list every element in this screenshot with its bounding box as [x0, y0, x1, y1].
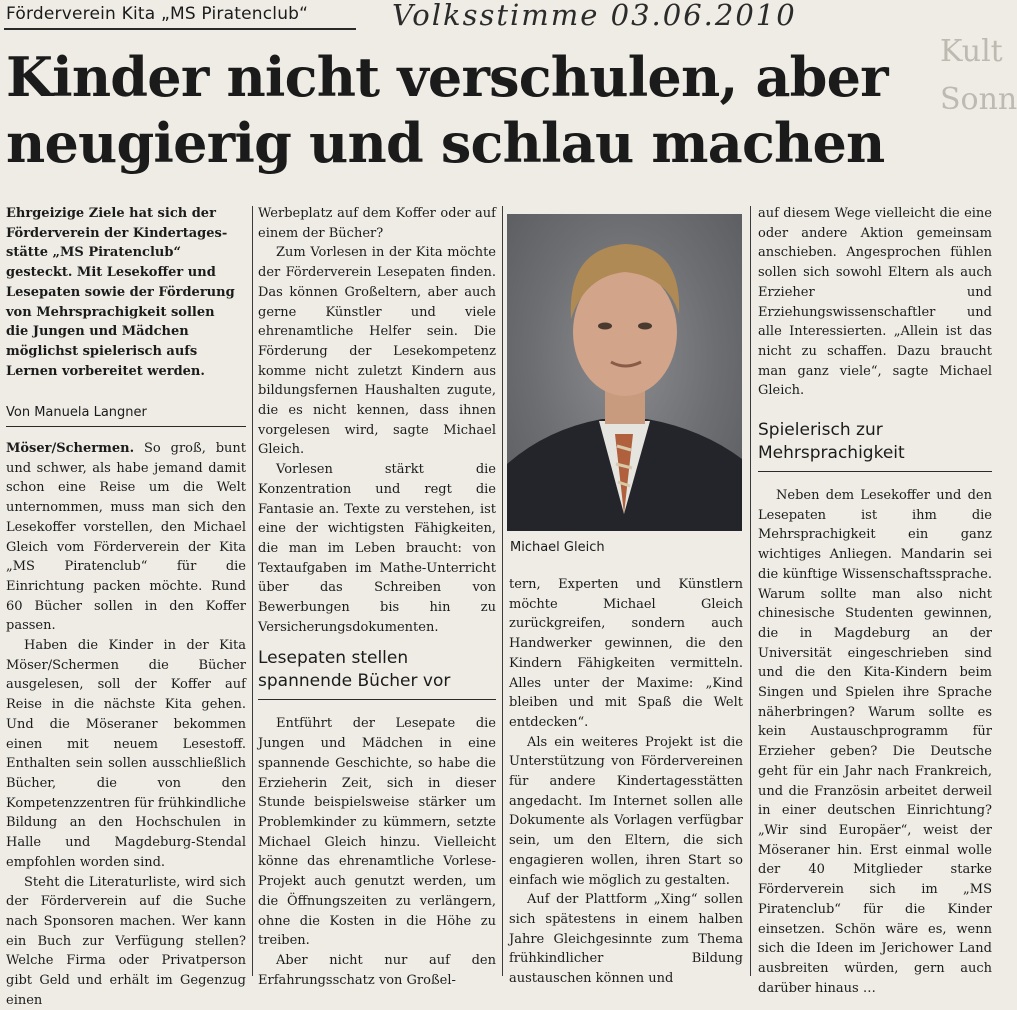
column-3	[509, 575, 743, 989]
paragraph: auf diesem Wege vielleicht die eine oder andere Aktion gemeinsam anschieben. Angesprochen fühlen sollen sich sowohl Eltern als auch Erzieher und Erziehungswissenschaftler und alle Interessierten. „Allein ist das nicht zu schaffen. Dazu braucht man ganz viele“, sagte Michael Gleich.	[758, 204, 992, 401]
subheading-lesepaten: Lesepaten stellen spannende Bücher vor	[258, 647, 496, 693]
headline-line-1: Kinder nicht verschulen, aber	[6, 44, 936, 110]
lead-line: möglichst spielerisch aufs	[6, 342, 246, 362]
subheading-mehrsprachigkeit: Spielerisch zur Mehrsprachigkeit	[758, 419, 992, 465]
column-divider	[750, 206, 751, 976]
column-2	[258, 204, 496, 990]
column-divider	[502, 206, 503, 976]
paragraph: Werbeplatz auf dem Koffer oder auf einem der Bücher?	[258, 204, 496, 243]
article-headline	[6, 44, 936, 176]
handwritten-source-note: Volksstimme 03.06.2010	[392, 0, 797, 32]
paragraph: Haben die Kinder in der Kita Möser/Schermen die Bücher ausgelesen, soll der Koffer auf Reise in die nächste Kita gehen. Und die Möseraner bekommen einen mit neuem Lesestoff. Enthalten sein sollen ausschließlich Bücher, die von den Kompetenzzentren für frühkindliche Bildung an den Hochschulen in Halle und Magdeburg-Stendal empfohlen worden sind.	[6, 636, 246, 872]
paragraph: Neben dem Lesekoffer und den Lesepaten ist ihm die Mehrsprachigkeit ein ganz wichtiges Anliegen. Mandarin sei die künftige Wissenschaftssprache. Warum sollte man also nicht chinesische Studenten gewinnen, die in Magdeburg an der Universität eingeschrieben sind und die den Kita-Kindern beim Singen und Spielen ihre Sprache näherbringen? Warum sollte es kein Austauschprogramm für Erzieher geben? Die Deutsche geht für ein Jahr nach Frankreich, und die Französin arbeitet derweil in einer deutschen Einrichtung? „Wir sind Europäer“, weist der Möseraner hin. Erst einmal wolle der 40 Mitglieder starke Förderverein sich im „MS Piratenclub“ für die Kinder einsetzen. Schön wäre es, wenn sich die Ideen im Jerichower Land ausbreiten würden, gern auch darüber hinaus …	[758, 486, 992, 998]
lead-line: die Jungen und Mädchen	[6, 322, 246, 342]
lead-line: Förderverein der Kindertages-	[6, 224, 246, 244]
paragraph: tern, Experten und Künstlern möchte Michael Gleich zurückgreifen, sondern auch Handwerker gewinnen, die den Kindern Fähigkeiten vermitteln. Alles unter der Maxime: „Kind bleiben und mit Spaß die Welt entdecken“.	[509, 575, 743, 733]
subheading-rule	[758, 471, 992, 472]
paragraph: Auf der Plattform „Xing“ sollen sich spätestens in einem halben Jahre Gleichgesinnte zum Thema frühkindlicher Bildung austauschen können und	[509, 890, 743, 989]
lead-line: Ehrgeizige Ziele hat sich der	[6, 204, 246, 224]
ghost-line-1: Kult	[940, 28, 1000, 76]
paragraph: Entführt der Lesepate die Jungen und Mädchen in eine spannende Geschichte, so habe die Erzieherin Zeit, sich in dieser Stunde beispielsweise stärker um Problemkinder zu kümmern, setzte Michael Gleich hinzu. Vielleicht könne das ehrenamtliche Vorlese-Projekt auch genutzt werden, um die Öffnungszeiten zu verlängern, ohne die Kosten in die Höhe zu treiben.	[258, 714, 496, 950]
byline-rule	[6, 426, 246, 427]
column-1	[6, 204, 246, 1010]
paragraph: Als ein weiteres Projekt ist die Unterstützung von Fördervereinen für andere Kindertagesstätten angedacht. Im Internet sollen alle Dokumente als Vorlagen verfügbar sein, um den Eltern, die sich engagieren wollen, ihren Start so einfach wie möglich zu gestalten.	[509, 733, 743, 891]
paragraph	[6, 439, 246, 636]
column-4	[758, 204, 992, 998]
ghost-line-2: Sonn	[940, 76, 1000, 124]
lead-line: Lesepaten sowie der Förderung	[6, 283, 246, 303]
kicker-underline	[4, 28, 356, 30]
article-lead	[6, 204, 246, 381]
paragraph: Aber nicht nur auf den Erfahrungsschatz von Großel-	[258, 951, 496, 990]
column-divider	[252, 206, 253, 976]
paragraph: Zum Vorlesen in der Kita möchte der Förderverein Lesepaten finden. Das können Großeltern, aber auch gerne Künstler und viele ehrenamtliche Helfer sein. Die Förderung der Lesekompetenz komme nicht zuletzt Kindern aus bildungsfernen Haushalten zugute, die es nicht kennen, dass ihnen vorgelesen wird, sagte Michael Gleich.	[258, 243, 496, 460]
portrait-photo	[507, 214, 742, 531]
dateline: Möser/Schermen.	[6, 441, 134, 456]
kicker-label: Förderverein Kita „MS Piratenclub“	[6, 4, 308, 24]
lead-line: stätte „MS Piratenclub“	[6, 243, 246, 263]
paragraph: Steht die Literaturliste, wird sich der Förderverein auf die Suche nach Sponsoren machen. Wer kann ein Buch zur Verfügung stellen? Welche Firma oder Privatperson gibt Geld und erhält im Gegenzug einen	[6, 873, 246, 1010]
paragraph-text: So groß, bunt und schwer, als habe jemand damit schon eine Reise um die Welt unternommen, muss man sich den Lesekoffer vorstellen, den Michael Gleich vom Förderverein der Kita „MS Piratenclub“ für die Einrichtung packen möchte. Rund 60 Bücher sollen in den Koffer passen.	[6, 441, 246, 633]
byline: Von Manuela Langner	[6, 403, 246, 423]
lead-line: Lernen vorbereitet werden.	[6, 362, 246, 382]
lead-line: gesteckt. Mit Lesekoffer und	[6, 263, 246, 283]
adjacent-article-fragment	[940, 28, 1000, 178]
headline-line-2: neugierig und schlau machen	[6, 110, 936, 176]
portrait-illustration	[507, 214, 742, 531]
paragraph: Vorlesen stärkt die Konzentration und regt die Fantasie an. Texte zu verstehen, ist eine der wichtigsten Fähigkeiten, die man im Leben braucht: von Textaufgaben im Mathe-Unterricht über das Schreiben von Bewerbungen bis hin zu Versicherungsdokumenten.	[258, 460, 496, 637]
subheading-rule	[258, 699, 496, 700]
lead-line: von Mehrsprachigkeit sollen	[6, 303, 246, 323]
photo-caption: Michael Gleich	[510, 540, 605, 555]
